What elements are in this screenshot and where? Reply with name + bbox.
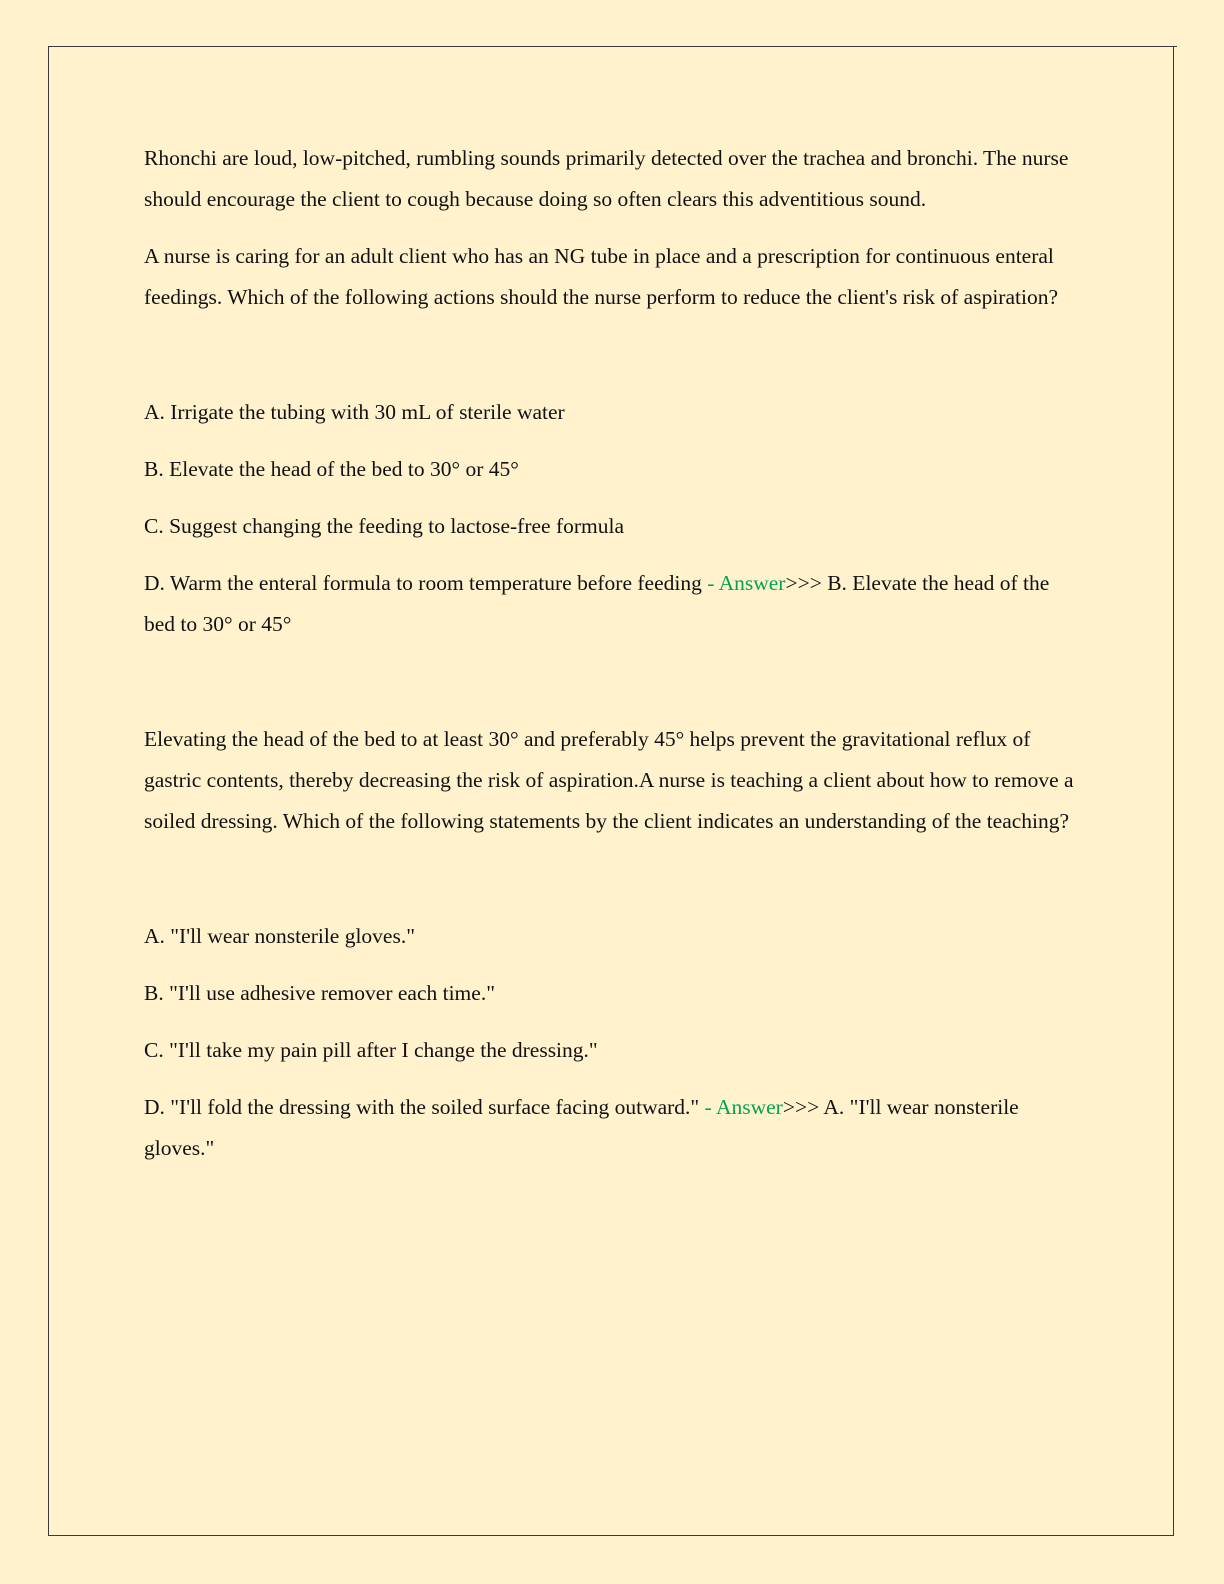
- question1-option-c: C. Suggest changing the feeding to lactose-free formula: [144, 514, 625, 538]
- question1-answer: B. Elevate the head of the bed to 30° or 45°: [144, 571, 1050, 636]
- question2-option-b: B. "I'll use adhesive remover each time.": [144, 981, 495, 1005]
- answer-separator: -: [699, 1095, 716, 1119]
- spacer: [144, 661, 1084, 719]
- question1-stem: A nurse is caring for an adult client who has an NG tube in place and a prescription for continuous enteral feedings. Which of the following actions should the nurse perform to reduce the client's risk of aspiration?: [144, 244, 1058, 309]
- question1-option-d: D. Warm the enteral formula to room temperature before feeding: [144, 571, 702, 595]
- question2-option-d-with-answer: [144, 1087, 1084, 1169]
- question2-answer: A. "I'll wear nonsterile gloves.": [144, 1095, 1019, 1160]
- question1-option-a: A. Irrigate the tubing with 30 mL of sterile water: [144, 400, 565, 424]
- answer-label: Answer: [715, 1095, 783, 1119]
- question1-option-b: B. Elevate the head of the bed to 30° or 45°: [144, 457, 519, 481]
- border-corner-tick: [1173, 46, 1177, 47]
- question2-option-d: D. "I'll fold the dressing with the soiled surface facing outward.": [144, 1095, 700, 1119]
- spacer: [144, 858, 1084, 916]
- answer-label: Answer: [718, 571, 786, 595]
- question1-option-d-with-answer: [144, 563, 1084, 645]
- rhonchi-explanation: Rhonchi are loud, low-pitched, rumbling sounds primarily detected over the trachea and bronchi. The nurse should encourage the client to cough because doing so often clears this adventitious sound.: [144, 146, 1069, 211]
- document-body: [144, 138, 1084, 1185]
- answer-separator: -: [701, 571, 719, 595]
- question2-option-a: A. "I'll wear nonsterile gloves.": [144, 924, 415, 948]
- question1-rationale-and-question2-stem: Elevating the head of the bed to at least 30° and preferably 45° helps prevent the gravitational reflux of gastric contents, thereby decreasing the risk of aspiration.A nurse is teaching a client about how to remove a soiled dressing. Which of the following statements by the client indicates an understanding of the teaching?: [144, 727, 1074, 833]
- question2-option-c: C. "I'll take my pain pill after I change the dressing.": [144, 1038, 598, 1062]
- spacer: [144, 334, 1084, 392]
- answer-arrows: >>>: [785, 571, 828, 595]
- answer-arrows: >>>: [782, 1095, 824, 1119]
